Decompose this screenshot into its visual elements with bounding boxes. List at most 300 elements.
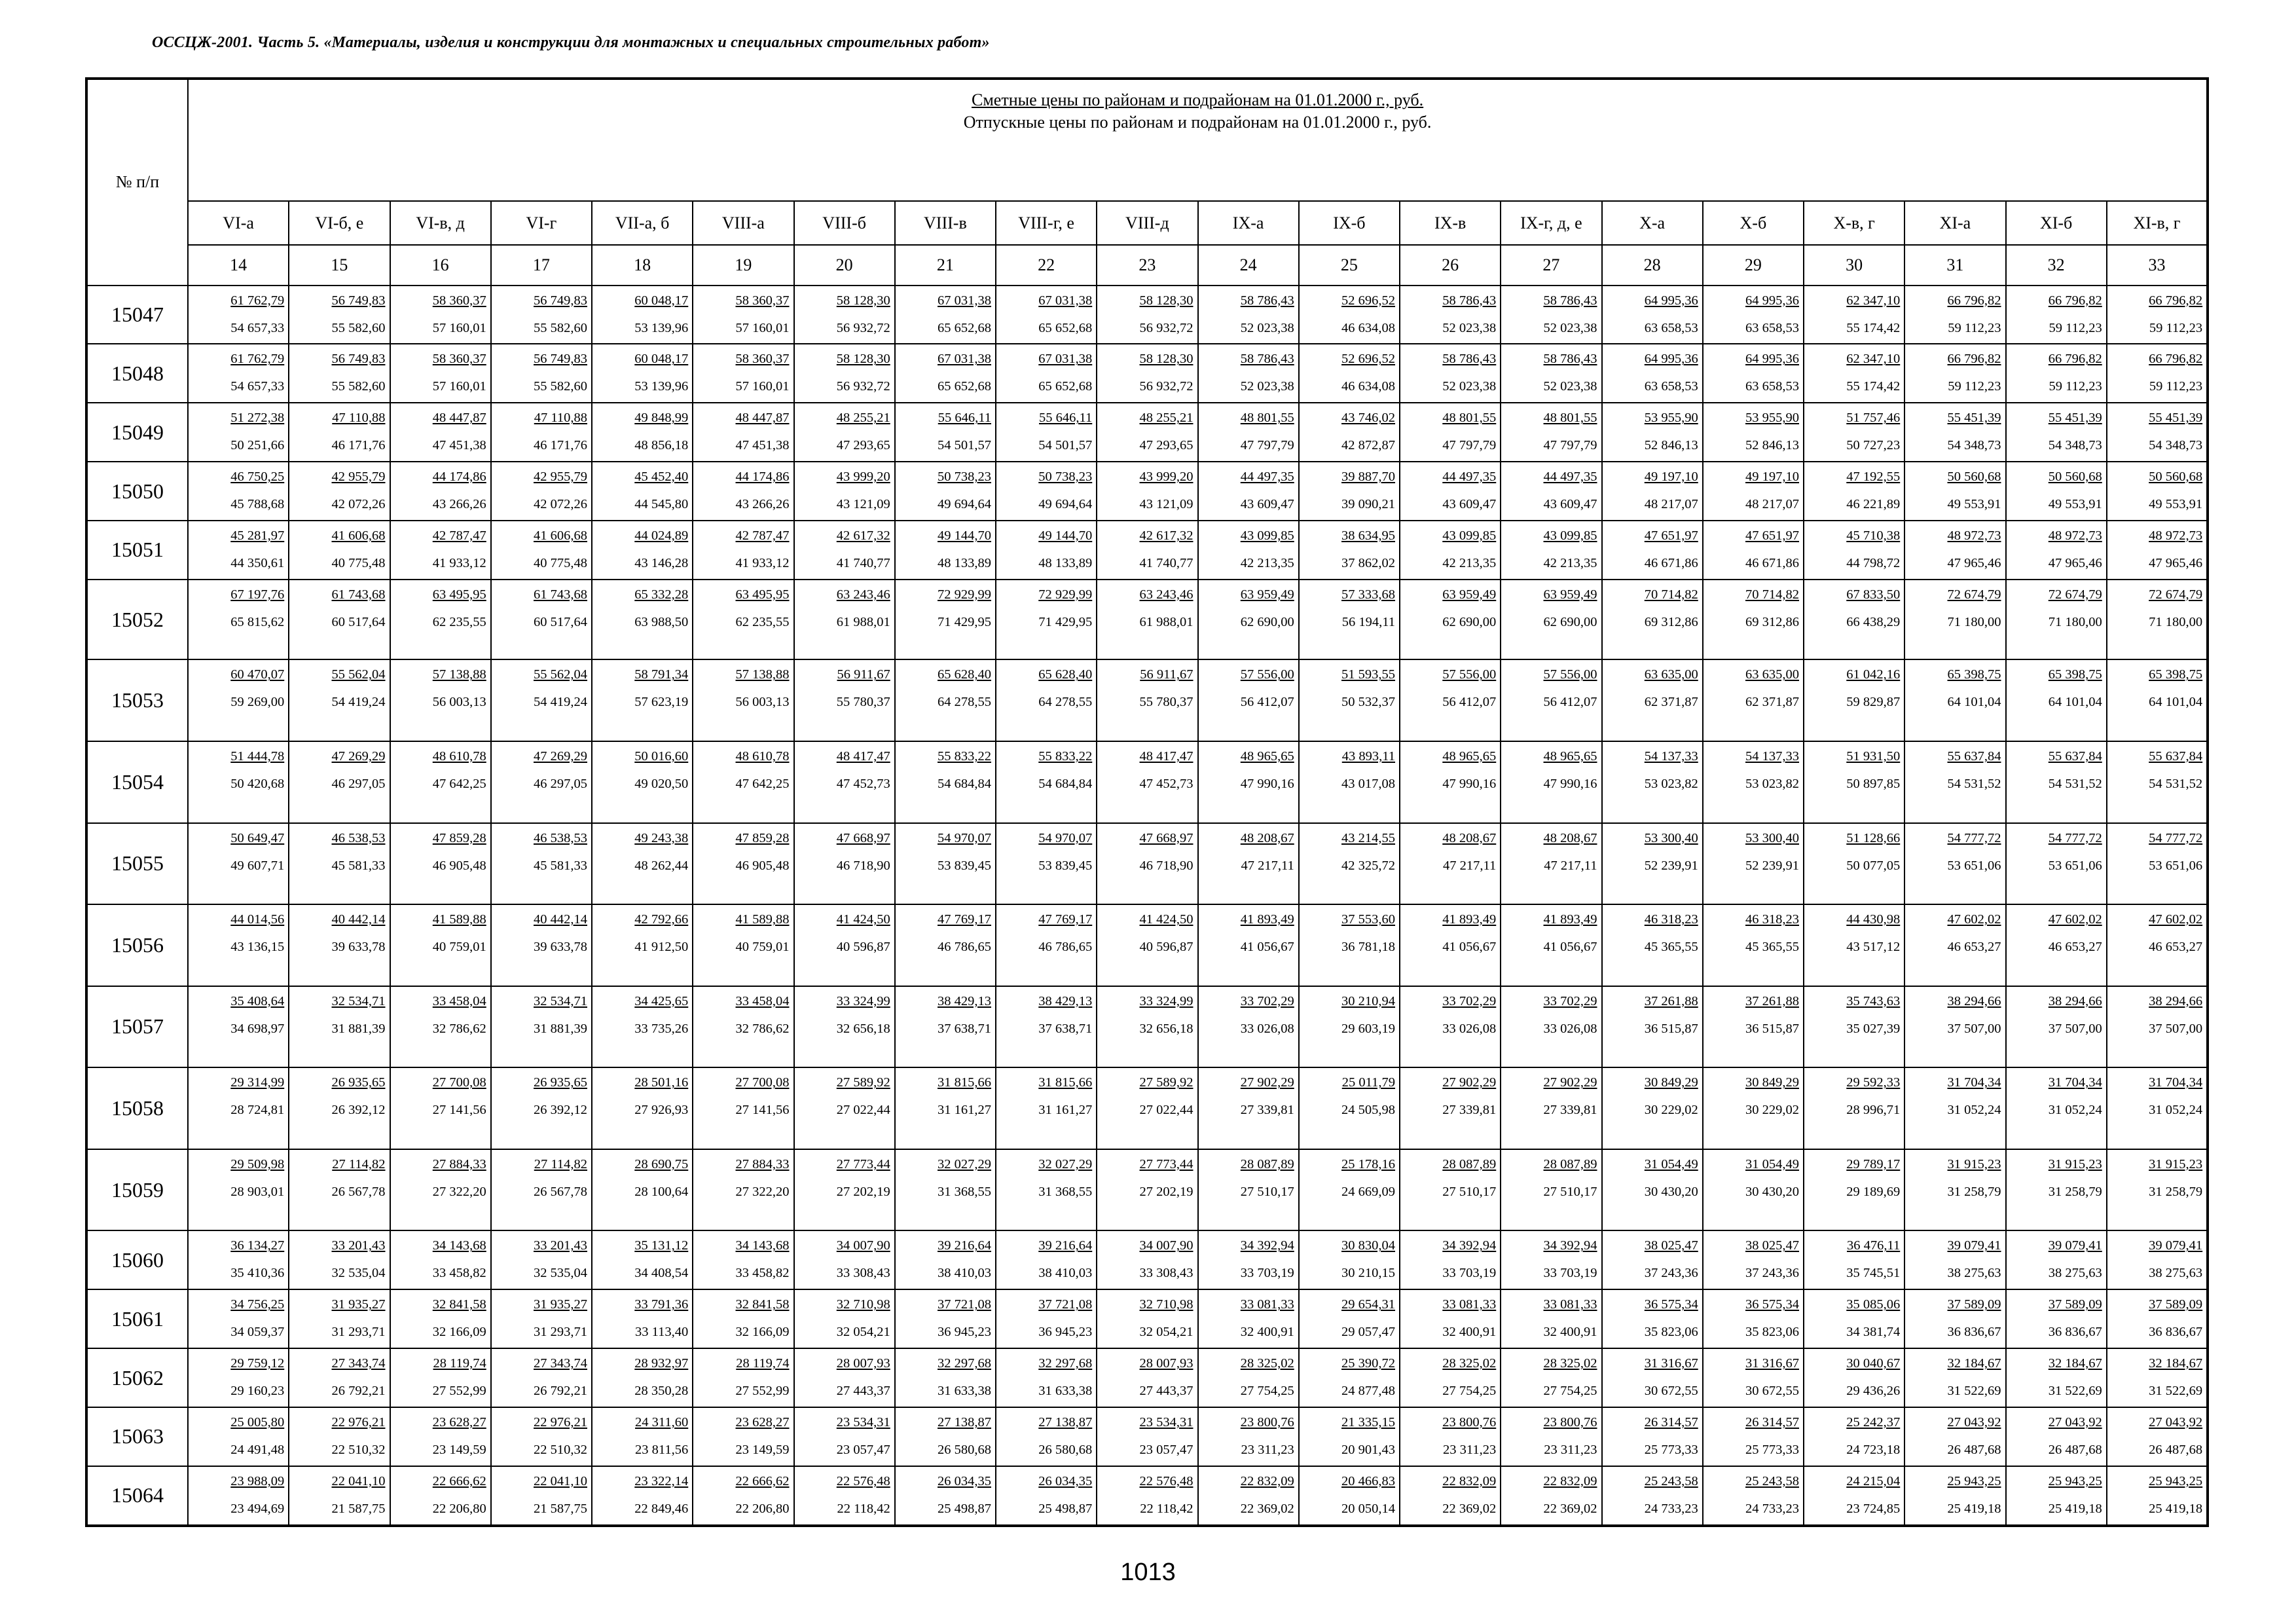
release-price: 28 724,81: [230, 1103, 285, 1118]
table-row: [86, 286, 2208, 344]
estimate-price: 30 040,67: [1846, 1356, 1901, 1371]
price-cell: [2006, 1466, 2107, 1526]
estimate-price: 58 786,43: [1240, 293, 1294, 308]
release-price: 50 420,68: [230, 776, 285, 791]
estimate-price: 37 261,88: [1745, 993, 1799, 1008]
estimate-price: 24 311,60: [635, 1415, 689, 1430]
price-cell: [2006, 1348, 2107, 1407]
price-cell: [1097, 462, 1197, 521]
price-cell: [895, 286, 996, 344]
release-price: 27 443,37: [1139, 1384, 1194, 1399]
price-cell: [188, 344, 289, 403]
estimate-price: 56 749,83: [534, 293, 587, 308]
release-price: 36 945,23: [1038, 1325, 1093, 1340]
release-price: 21 587,75: [331, 1501, 386, 1516]
estimate-price: 37 721,08: [1038, 1297, 1093, 1312]
estimate-price: 28 690,75: [634, 1156, 689, 1172]
release-price: 52 239,91: [1644, 858, 1698, 873]
price-cell: [1602, 521, 1703, 580]
estimate-price: 72 674,79: [2149, 587, 2203, 602]
price-cell: [1904, 403, 2005, 462]
estimate-price: 65 398,75: [1947, 667, 2001, 682]
price-cell: [1299, 741, 1400, 823]
price-cell: [1299, 659, 1400, 741]
price-cell: [1904, 1348, 2005, 1407]
release-price: 53 139,96: [634, 320, 689, 335]
price-cell: [693, 462, 793, 521]
price-cell: [491, 344, 592, 403]
estimate-price: 48 610,78: [735, 748, 790, 764]
estimate-price: 55 562,04: [331, 667, 386, 682]
release-price: 64 101,04: [1947, 695, 2001, 710]
estimate-price: 47 269,29: [331, 748, 386, 764]
release-price: 54 501,57: [938, 438, 991, 453]
table-row: [86, 904, 2208, 986]
release-price: 65 652,68: [938, 320, 991, 335]
estimate-price: 23 628,27: [735, 1415, 790, 1430]
estimate-price: 47 110,88: [534, 411, 587, 426]
estimate-price: 57 138,88: [735, 667, 790, 682]
estimate-price: 51 593,55: [1341, 667, 1395, 682]
release-price: 47 990,16: [1240, 776, 1294, 791]
estimate-price: 47 602,02: [1947, 912, 2001, 927]
estimate-price: 47 859,28: [735, 830, 790, 845]
estimate-price: 25 005,80: [230, 1415, 285, 1430]
release-price: 47 217,11: [1443, 858, 1497, 873]
estimate-price: 32 534,71: [331, 993, 386, 1008]
estimate-price: 52 696,52: [1341, 293, 1395, 308]
estimate-price: 45 452,40: [634, 470, 689, 485]
price-cell: [188, 986, 289, 1068]
price-cell: [1299, 403, 1400, 462]
release-price: 40 759,01: [432, 940, 486, 955]
release-price: 32 535,04: [534, 1266, 587, 1281]
release-price: 43 266,26: [735, 497, 790, 512]
estimate-price: 48 208,67: [1442, 830, 1497, 845]
zone-header: IX-в: [1400, 201, 1501, 245]
release-price: 25 419,18: [1947, 1501, 2001, 1516]
release-price: 27 022,44: [836, 1103, 890, 1118]
price-cell: [1904, 580, 2005, 660]
price-cell: [1904, 1149, 2005, 1231]
item-code: 15047: [86, 286, 188, 344]
release-price: 22 849,46: [634, 1501, 689, 1516]
release-price: 59 112,23: [2049, 379, 2102, 394]
price-cell: [592, 286, 693, 344]
estimate-price: 55 833,22: [938, 748, 991, 764]
release-price: 43 266,26: [432, 497, 486, 512]
estimate-price: 55 451,39: [1947, 411, 2001, 426]
price-cell: [1198, 286, 1299, 344]
estimate-price: 65 398,75: [2048, 667, 2102, 682]
release-price: 34 381,74: [1846, 1325, 1901, 1340]
release-price: 60 517,64: [534, 614, 587, 629]
estimate-price: 27 884,33: [735, 1156, 790, 1172]
price-cell: [1904, 986, 2005, 1068]
price-cell: [2107, 1230, 2208, 1289]
estimate-price: 65 628,40: [938, 667, 991, 682]
release-price: 47 965,46: [2149, 555, 2203, 570]
release-price: 31 881,39: [534, 1021, 587, 1036]
estimate-price: 58 360,37: [432, 293, 486, 308]
estimate-price: 36 134,27: [230, 1238, 285, 1253]
item-code: 15052: [86, 580, 188, 660]
release-price: 25 773,33: [1745, 1443, 1799, 1457]
price-cell: [1703, 344, 1804, 403]
column-number: 17: [491, 245, 592, 285]
estimate-price: 38 429,13: [938, 993, 991, 1008]
release-price: 56 932,72: [836, 379, 890, 394]
estimate-price: 54 137,33: [1644, 748, 1698, 764]
release-price: 38 410,03: [938, 1266, 991, 1281]
release-price: 23 149,59: [735, 1443, 790, 1457]
item-code: 15064: [86, 1466, 188, 1526]
price-cell: [1400, 344, 1501, 403]
release-price: 53 651,06: [2149, 858, 2203, 873]
estimate-price: 23 628,27: [432, 1415, 486, 1430]
price-cell: [289, 659, 390, 741]
price-cell: [1299, 286, 1400, 344]
item-code: 15056: [86, 904, 188, 986]
estimate-price: 64 995,36: [1745, 293, 1799, 308]
release-price: 49 553,91: [2149, 497, 2203, 512]
estimate-price: 34 392,94: [1543, 1238, 1597, 1253]
price-cell: [2006, 823, 2107, 905]
price-cell: [1602, 823, 1703, 905]
estimate-price: 57 556,00: [1442, 667, 1497, 682]
estimate-price: 33 081,33: [1442, 1297, 1497, 1312]
estimate-price: 61 042,16: [1846, 667, 1901, 682]
estimate-price: 28 325,02: [1240, 1356, 1294, 1371]
price-cell: [2006, 521, 2107, 580]
estimate-price: 22 832,09: [1442, 1473, 1497, 1488]
price-cell: [188, 286, 289, 344]
release-price: 61 988,01: [1139, 614, 1194, 629]
price-cell: [2006, 286, 2107, 344]
release-price: 65 652,68: [1038, 379, 1093, 394]
release-price: 26 792,21: [534, 1384, 587, 1399]
estimate-price: 42 955,79: [331, 470, 386, 485]
price-cell: [1198, 904, 1299, 986]
price-cell: [2107, 659, 2208, 741]
price-cell: [1904, 1067, 2005, 1149]
estimate-price: 32 027,29: [938, 1156, 991, 1172]
release-price: 46 297,05: [534, 776, 587, 791]
release-price: 32 786,62: [432, 1021, 486, 1036]
price-cell: [289, 1348, 390, 1407]
estimate-price: 23 800,76: [1543, 1415, 1597, 1430]
estimate-price: 33 201,43: [331, 1238, 386, 1253]
price-cell: [693, 1230, 793, 1289]
release-price: 35 823,06: [1644, 1325, 1698, 1340]
price-cell: [1097, 1230, 1197, 1289]
estimate-price: 66 796,82: [2048, 293, 2102, 308]
estimate-price: 23 988,09: [230, 1473, 285, 1488]
price-cell: [1097, 823, 1197, 905]
estimate-price: 50 016,60: [634, 748, 689, 764]
price-cell: [1804, 1230, 1904, 1289]
release-price: 33 703,19: [1240, 1266, 1294, 1281]
release-price: 22 206,80: [735, 1501, 790, 1516]
estimate-price: 72 674,79: [1947, 587, 2001, 602]
price-cell: [1703, 286, 1804, 344]
release-price: 49 020,50: [634, 776, 689, 791]
release-price: 27 510,17: [1543, 1184, 1597, 1199]
release-price: 47 990,16: [1543, 776, 1597, 791]
price-cell: [693, 286, 793, 344]
release-price: 56 003,13: [432, 695, 486, 710]
estimate-price: 27 589,92: [1139, 1075, 1194, 1090]
estimate-price: 45 710,38: [1846, 528, 1901, 543]
release-price: 33 026,08: [1240, 1021, 1294, 1036]
release-price: 44 545,80: [634, 497, 689, 512]
release-price: 50 532,37: [1341, 695, 1395, 710]
release-price: 35 410,36: [230, 1266, 285, 1281]
release-price: 31 368,55: [938, 1184, 991, 1199]
estimate-price: 48 965,65: [1442, 748, 1497, 764]
price-cell: [794, 1149, 895, 1231]
price-cell: [1501, 1149, 1601, 1231]
column-number: 14: [188, 245, 289, 285]
price-cell: [2107, 286, 2208, 344]
release-price: 56 003,13: [735, 695, 790, 710]
price-cell: [996, 1067, 1097, 1149]
release-price: 25 773,33: [1644, 1443, 1698, 1457]
estimate-price: 61 762,79: [230, 352, 285, 367]
release-price: 53 651,06: [1947, 858, 2001, 873]
price-cell: [693, 741, 793, 823]
estimate-price: 48 801,55: [1442, 411, 1497, 426]
release-price: 27 339,81: [1543, 1103, 1597, 1118]
estimate-price: 33 791,36: [634, 1297, 689, 1312]
price-cell: [289, 1230, 390, 1289]
release-price: 31 258,79: [1947, 1184, 2001, 1199]
release-price: 47 293,65: [836, 438, 890, 453]
release-price: 50 727,23: [1846, 438, 1901, 453]
release-price: 64 101,04: [2149, 695, 2203, 710]
price-cell: [390, 904, 491, 986]
release-price: 47 965,46: [2048, 555, 2102, 570]
release-price: 62 690,00: [1543, 614, 1597, 629]
estimate-price: 50 560,68: [2149, 470, 2203, 485]
price-cell: [491, 986, 592, 1068]
release-price: 52 023,38: [1442, 320, 1497, 335]
price-cell: [794, 521, 895, 580]
estimate-price: 54 777,72: [1947, 830, 2001, 845]
price-cell: [693, 904, 793, 986]
price-cell: [1804, 344, 1904, 403]
estimate-price: 58 360,37: [735, 352, 790, 367]
estimate-price: 51 128,66: [1846, 830, 1901, 845]
table-row: [86, 1067, 2208, 1149]
release-price: 43 609,47: [1240, 497, 1294, 512]
release-price: 56 412,07: [1240, 695, 1294, 710]
release-price: 38 410,03: [1038, 1266, 1093, 1281]
release-price: 53 651,06: [2048, 858, 2102, 873]
price-cell: [1501, 1067, 1601, 1149]
release-price: 47 990,16: [1442, 776, 1497, 791]
price-cell: [390, 1289, 491, 1348]
price-cell: [794, 986, 895, 1068]
price-cell: [491, 286, 592, 344]
release-price: 47 217,11: [1241, 858, 1294, 873]
release-price: 48 856,18: [634, 438, 689, 453]
estimate-price: 44 174,86: [735, 470, 790, 485]
release-price: 46 221,89: [1846, 497, 1901, 512]
price-cell: [188, 580, 289, 660]
release-price: 47 642,25: [735, 776, 790, 791]
estimate-price: 48 972,73: [2048, 528, 2102, 543]
release-price: 27 202,19: [836, 1184, 890, 1199]
release-price: 29 189,69: [1846, 1184, 1901, 1199]
item-code: 15051: [86, 521, 188, 580]
table-row: [86, 1466, 2208, 1526]
estimate-price: 34 007,90: [1139, 1238, 1194, 1253]
release-price: 42 872,87: [1341, 438, 1395, 453]
release-price: 39 090,21: [1341, 497, 1395, 512]
release-price: 31 052,24: [2149, 1103, 2203, 1118]
release-price: 28 903,01: [230, 1184, 285, 1199]
price-cell: [1198, 580, 1299, 660]
release-price: 52 846,13: [1644, 438, 1698, 453]
price-cell: [2006, 403, 2107, 462]
estimate-price: 28 087,89: [1240, 1156, 1294, 1172]
price-cell: [895, 1407, 996, 1466]
estimate-price: 43 999,20: [836, 470, 890, 485]
estimate-price: 27 043,92: [2048, 1415, 2102, 1430]
release-price: 26 792,21: [331, 1384, 386, 1399]
price-cell: [1400, 823, 1501, 905]
release-price: 31 881,39: [331, 1021, 386, 1036]
row-number-header: № п/п: [86, 79, 188, 286]
estimate-price: 61 743,68: [331, 587, 386, 602]
estimate-price: 33 324,99: [1139, 993, 1194, 1008]
release-price: 62 690,00: [1240, 614, 1294, 629]
table-row: [86, 462, 2208, 521]
price-cell: [491, 580, 592, 660]
release-price: 49 694,64: [1038, 497, 1093, 512]
zone-header: X-б: [1703, 201, 1804, 245]
price-cell: [996, 1149, 1097, 1231]
estimate-price: 55 646,11: [938, 411, 991, 426]
estimate-price: 51 444,78: [230, 748, 285, 764]
release-price: 65 652,68: [1038, 320, 1093, 335]
estimate-price: 28 087,89: [1543, 1156, 1597, 1172]
estimate-price: 65 628,40: [1038, 667, 1093, 682]
release-price: 33 458,82: [735, 1266, 790, 1281]
release-price: 27 552,99: [432, 1384, 486, 1399]
estimate-price: 53 300,40: [1644, 830, 1698, 845]
price-cell: [1703, 1348, 1804, 1407]
release-price: 33 703,19: [1543, 1266, 1597, 1281]
estimate-price: 35 743,63: [1846, 993, 1901, 1008]
price-cell: [592, 521, 693, 580]
price-cell: [1299, 1230, 1400, 1289]
price-cell: [794, 403, 895, 462]
release-price: 54 419,24: [331, 695, 386, 710]
estimate-price: 42 787,47: [735, 528, 790, 543]
estimate-price: 28 119,74: [433, 1356, 486, 1371]
estimate-price: 37 261,88: [1644, 993, 1698, 1008]
price-cell: [895, 1289, 996, 1348]
release-price: 23 311,23: [1544, 1443, 1597, 1457]
price-cell: [996, 1289, 1097, 1348]
price-cell: [693, 344, 793, 403]
estimate-price: 29 759,12: [230, 1356, 285, 1371]
estimate-price: 39 079,41: [2149, 1238, 2203, 1253]
release-price: 22 206,80: [432, 1501, 486, 1516]
release-price: 22 369,02: [1240, 1501, 1294, 1516]
release-price: 54 684,84: [938, 776, 991, 791]
zone-header: VI-б, е: [289, 201, 390, 245]
estimate-price: 66 796,82: [2149, 293, 2203, 308]
table-row: [86, 1289, 2208, 1348]
estimate-price: 33 201,43: [534, 1238, 587, 1253]
estimate-price: 32 710,98: [836, 1297, 890, 1312]
price-cell: [2107, 1348, 2208, 1407]
release-price: 46 718,90: [836, 858, 890, 873]
release-price: 32 400,91: [1442, 1325, 1497, 1340]
price-cell: [1804, 286, 1904, 344]
estimate-price-title: Сметные цены по районам и подрайонам на 01.01.2000 г., руб.: [972, 90, 1424, 109]
release-price: 32 656,18: [1139, 1021, 1194, 1036]
estimate-price: 49 197,10: [1745, 470, 1799, 485]
release-price: 63 658,53: [1745, 379, 1799, 394]
table-row: [86, 823, 2208, 905]
price-cell: [1804, 403, 1904, 462]
price-cell: [289, 1067, 390, 1149]
price-cell: [794, 1289, 895, 1348]
estimate-price: 58 786,43: [1543, 352, 1597, 367]
estimate-price: 63 495,95: [432, 587, 486, 602]
price-cell: [1602, 1407, 1703, 1466]
price-cell: [2006, 1230, 2107, 1289]
estimate-price: 23 534,31: [836, 1415, 890, 1430]
estimate-price: 48 447,87: [735, 411, 790, 426]
release-price: 23 311,23: [1241, 1443, 1294, 1457]
release-price: 55 582,60: [534, 320, 587, 335]
estimate-price: 31 704,34: [2048, 1075, 2102, 1090]
price-cell: [1703, 1149, 1804, 1231]
estimate-price: 30 210,94: [1341, 993, 1395, 1008]
price-cell: [895, 521, 996, 580]
item-code: 15062: [86, 1348, 188, 1407]
release-price: 46 634,08: [1341, 320, 1395, 335]
price-cell: [2107, 403, 2208, 462]
price-cell: [1299, 344, 1400, 403]
estimate-price: 22 041,10: [331, 1473, 386, 1488]
estimate-price: 57 556,00: [1543, 667, 1597, 682]
release-price: 35 823,06: [1745, 1325, 1799, 1340]
release-price: 38 275,63: [2149, 1266, 2203, 1281]
estimate-price: 48 417,47: [836, 748, 890, 764]
estimate-price: 50 738,23: [938, 470, 991, 485]
release-price: 54 531,52: [2048, 776, 2102, 791]
estimate-price: 39 216,64: [1038, 1238, 1093, 1253]
price-cell: [390, 986, 491, 1068]
release-price: 54 348,73: [2048, 438, 2102, 453]
estimate-price: 55 833,22: [1038, 748, 1093, 764]
estimate-price: 54 777,72: [2149, 830, 2203, 845]
release-price: 32 166,09: [735, 1325, 790, 1340]
price-cell: [592, 1067, 693, 1149]
price-cell: [390, 1466, 491, 1526]
release-price: 46 634,08: [1341, 379, 1395, 394]
estimate-price: 61 762,79: [230, 293, 285, 308]
release-price: 45 581,33: [331, 858, 386, 873]
release-price: 33 735,26: [634, 1021, 689, 1036]
estimate-price: 67 197,76: [230, 587, 285, 602]
